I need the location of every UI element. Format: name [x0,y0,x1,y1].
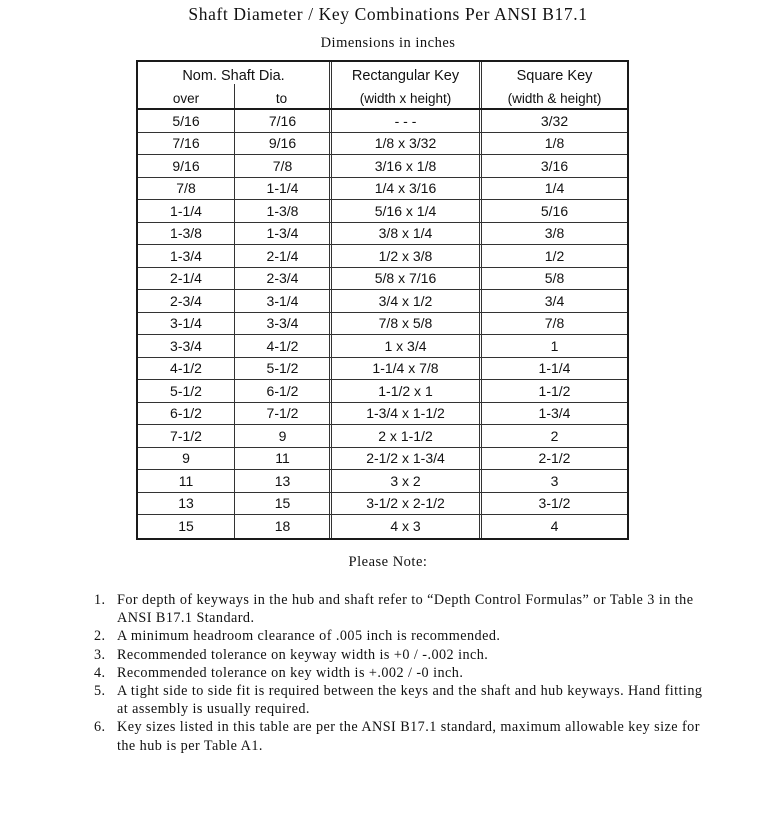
table-row [138,155,627,178]
note-text: Key sizes listed in this table are per the ANSI B17.1 standard, maximum allowable key size for the hub is per Table A1. [117,719,700,754]
table-row [138,223,627,246]
notes-heading: Please Note: [348,554,428,570]
cell-square-key: 1/2 [479,245,627,267]
cell-rectangular-key: - - - [329,110,479,132]
cell-shaft-to: 7-1/2 [234,403,330,425]
note-text: Recommended tolerance on keyway width is +0 / -.002 inch. [117,646,489,663]
cell-rectangular-key: 3 x 2 [329,470,479,492]
cell-shaft-to: 7/16 [234,110,330,132]
header-nominal-shaft-dia: Nom. Shaft Dia. [182,68,285,84]
table-row [138,380,627,403]
cell-rectangular-key: 1 x 3/4 [329,335,479,357]
header-square-key: Square Key [516,68,593,84]
cell-shaft-to: 9/16 [234,133,330,155]
cell-shaft-to: 6-1/2 [234,380,330,402]
table-row [138,493,627,516]
table-row [138,133,627,156]
cell-shaft-over: 1-1/4 [170,202,202,219]
cell-rectangular-key: 1-1/2 x 1 [329,380,479,402]
cell-shaft-to: 3-3/4 [234,313,330,335]
cell-shaft-over: 13 [178,495,194,512]
cell-rectangular-key: 1/4 x 3/16 [329,178,479,200]
table-body [138,110,627,538]
note-item [94,664,714,682]
cell-shaft-to: 7/8 [234,155,330,177]
note-item [94,627,714,645]
table-row [138,358,627,381]
header-over: over [172,90,200,106]
cell-rectangular-key: 1-1/4 x 7/8 [329,358,479,380]
note-number: 2. [94,628,106,645]
cell-rectangular-key: 2 x 1-1/2 [329,425,479,447]
cell-rectangular-key: 3-1/2 x 2-1/2 [329,493,479,515]
cell-shaft-over: 5-1/2 [170,382,202,399]
cell-shaft-to: 1-1/4 [234,178,330,200]
header-rectangular-key: Rectangular Key [351,68,460,84]
cell-shaft-over: 5/16 [172,112,200,129]
cell-shaft-to: 2-3/4 [234,268,330,290]
cell-square-key: 3 [479,470,627,492]
cell-square-key: 1-1/2 [479,380,627,402]
note-number: 4. [94,664,106,681]
table-row [138,470,627,493]
cell-rectangular-key: 5/16 x 1/4 [329,200,479,222]
cell-shaft-to: 18 [234,515,330,538]
cell-shaft-to: 15 [234,493,330,515]
cell-shaft-to: 13 [234,470,330,492]
cell-shaft-over: 7-1/2 [170,427,202,444]
page-title: Shaft Diameter / Key Combinations Per ANSI B17.1 [188,4,588,24]
cell-shaft-over: 7/16 [172,135,200,152]
note-item [94,646,714,664]
note-item [94,591,714,627]
note-text: For depth of keyways in the hub and shaft refer to “Depth Control Formulas” or Table 3 in the ANSI B17.1 Standard. [117,592,694,627]
header-square-key-sub: (width & height) [507,90,602,106]
cell-square-key: 3/16 [479,155,627,177]
cell-square-key: 3/32 [479,110,627,132]
table-row [138,425,627,448]
table-row [138,178,627,201]
cell-shaft-over: 3-1/4 [170,315,202,332]
cell-rectangular-key: 1/8 x 3/32 [329,133,479,155]
cell-square-key: 5/16 [479,200,627,222]
table-row [138,515,627,538]
table-row [138,245,627,268]
header-rectangular-key-sub: (width x height) [359,90,452,106]
cell-shaft-over: 2-1/4 [170,270,202,287]
cell-shaft-to: 5-1/2 [234,358,330,380]
cell-square-key: 3/4 [479,290,627,312]
cell-square-key: 2-1/2 [479,448,627,470]
cell-shaft-to: 9 [234,425,330,447]
key-size-table [136,60,629,540]
cell-rectangular-key: 1-3/4 x 1-1/2 [329,403,479,425]
cell-shaft-over: 7/8 [176,180,196,197]
cell-shaft-over: 1-3/8 [170,225,202,242]
note-text: A tight side to side fit is required between the keys and the shaft and hub keyways. Hand fitting at assembly is usually required. [117,683,703,718]
cell-rectangular-key: 2-1/2 x 1-3/4 [329,448,479,470]
cell-square-key: 2 [479,425,627,447]
cell-shaft-over: 1-3/4 [170,247,202,264]
cell-shaft-to: 1-3/4 [234,223,330,245]
cell-shaft-over: 2-3/4 [170,292,202,309]
cell-shaft-over: 3-3/4 [170,337,202,354]
cell-square-key: 1-3/4 [479,403,627,425]
cell-square-key: 3/8 [479,223,627,245]
cell-rectangular-key: 3/16 x 1/8 [329,155,479,177]
cell-shaft-to: 2-1/4 [234,245,330,267]
note-item [94,682,714,718]
cell-shaft-over: 9/16 [172,157,200,174]
cell-rectangular-key: 7/8 x 5/8 [329,313,479,335]
cell-square-key: 5/8 [479,268,627,290]
cell-rectangular-key: 1/2 x 3/8 [329,245,479,267]
table-row [138,313,627,336]
cell-square-key: 3-1/2 [479,493,627,515]
cell-square-key: 7/8 [479,313,627,335]
header-to: to [275,90,288,106]
cell-square-key: 1 [479,335,627,357]
cell-shaft-to: 1-3/8 [234,200,330,222]
cell-square-key: 4 [479,515,627,538]
table-row [138,110,627,133]
cell-shaft-over: 11 [178,472,194,489]
note-number: 3. [94,646,106,663]
table-row [138,200,627,223]
table-row [138,403,627,426]
cell-shaft-to: 3-1/4 [234,290,330,312]
cell-rectangular-key: 3/8 x 1/4 [329,223,479,245]
table-header [138,62,627,110]
cell-rectangular-key: 3/4 x 1/2 [329,290,479,312]
notes-list [94,591,714,755]
cell-square-key: 1/8 [479,133,627,155]
cell-shaft-to: 11 [234,448,330,470]
table-row [138,335,627,358]
cell-shaft-over: 6-1/2 [170,405,202,422]
cell-square-key: 1-1/4 [479,358,627,380]
cell-square-key: 1/4 [479,178,627,200]
cell-shaft-over: 4-1/2 [170,360,202,377]
header-divider [234,84,235,108]
cell-rectangular-key: 5/8 x 7/16 [329,268,479,290]
table-row [138,268,627,291]
table-row [138,290,627,313]
note-number: 5. [94,683,106,700]
note-item [94,718,714,754]
cell-shaft-over: 9 [182,450,190,467]
note-number: 6. [94,719,106,736]
note-text: Recommended tolerance on key width is +.002 / -0 inch. [117,664,464,681]
note-number: 1. [94,592,106,608]
page-subtitle: Dimensions in inches [320,35,456,51]
note-text: A minimum headroom clearance of .005 inch is recommended. [117,628,501,645]
table-row [138,448,627,471]
cell-shaft-over: 15 [178,518,194,535]
cell-rectangular-key: 4 x 3 [329,515,479,538]
cell-shaft-to: 4-1/2 [234,335,330,357]
